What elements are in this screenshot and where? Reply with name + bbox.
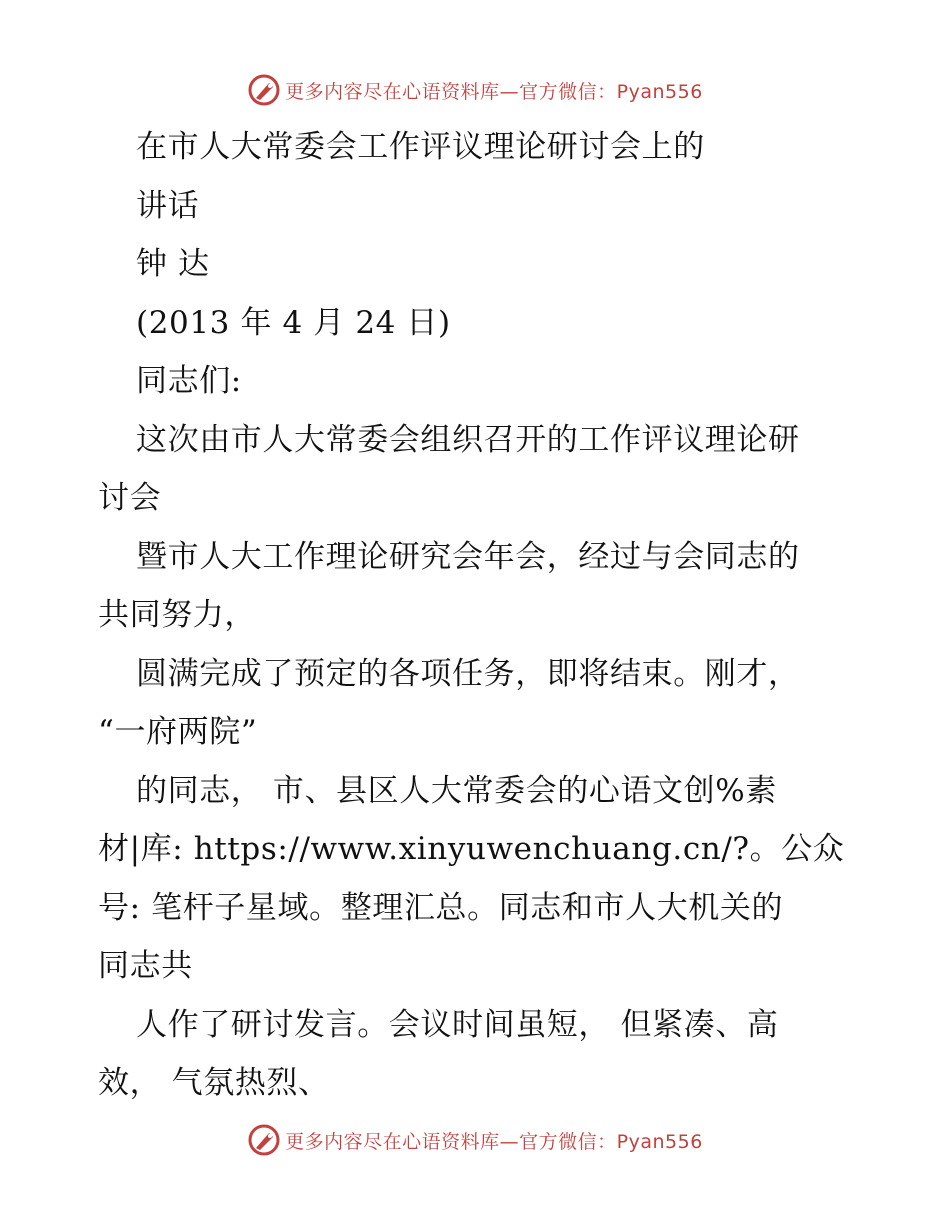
- text-line: 讨会: [98, 480, 162, 516]
- text-line: 讲话: [136, 187, 200, 224]
- document-body: [98, 118, 858, 1113]
- text-line: 同志共: [98, 948, 193, 984]
- banner-text: 更多内容尽在心语资料库—官方微信：Pyan556: [285, 1130, 703, 1153]
- header-banner: [0, 70, 950, 110]
- text-line: 钟 达: [136, 246, 210, 282]
- footer-banner: [0, 1120, 950, 1160]
- text-line: 同志们:: [136, 363, 242, 399]
- text-line: 人作了研讨发言。会议时间虽短， 但紧凑、高: [136, 1006, 779, 1043]
- text-line: 的同志， 市、县区人大常委会的心语文创%素: [136, 772, 777, 809]
- pen-nib-icon: [247, 1123, 281, 1157]
- text-line: 材|库: https://www.xinyuwenchuang.cn/?。公众: [98, 831, 845, 867]
- text-line: 圆满完成了预定的各项任务，即将结束。刚才，: [136, 655, 800, 692]
- text-line: 这次由市人大常委会组织召开的工作评议理论研: [136, 421, 800, 458]
- text-line: 共同努力，: [98, 597, 256, 633]
- banner-text: 更多内容尽在心语资料库—官方微信：Pyan556: [285, 80, 703, 103]
- text-line: (2013 年 4 月 24 日): [136, 304, 451, 341]
- text-line: 在市人大常委会工作评议理论研讨会上的: [136, 129, 705, 165]
- text-line: “一府两院”: [98, 714, 258, 750]
- text-line: 效， 气氛热烈、: [98, 1065, 330, 1101]
- pen-nib-icon: [247, 73, 281, 107]
- text-line: 暨市人大工作理论研究会年会，经过与会同志的: [136, 538, 800, 575]
- text-line: 号: 笔杆子星域。整理汇总。同志和市人大机关的: [98, 889, 784, 926]
